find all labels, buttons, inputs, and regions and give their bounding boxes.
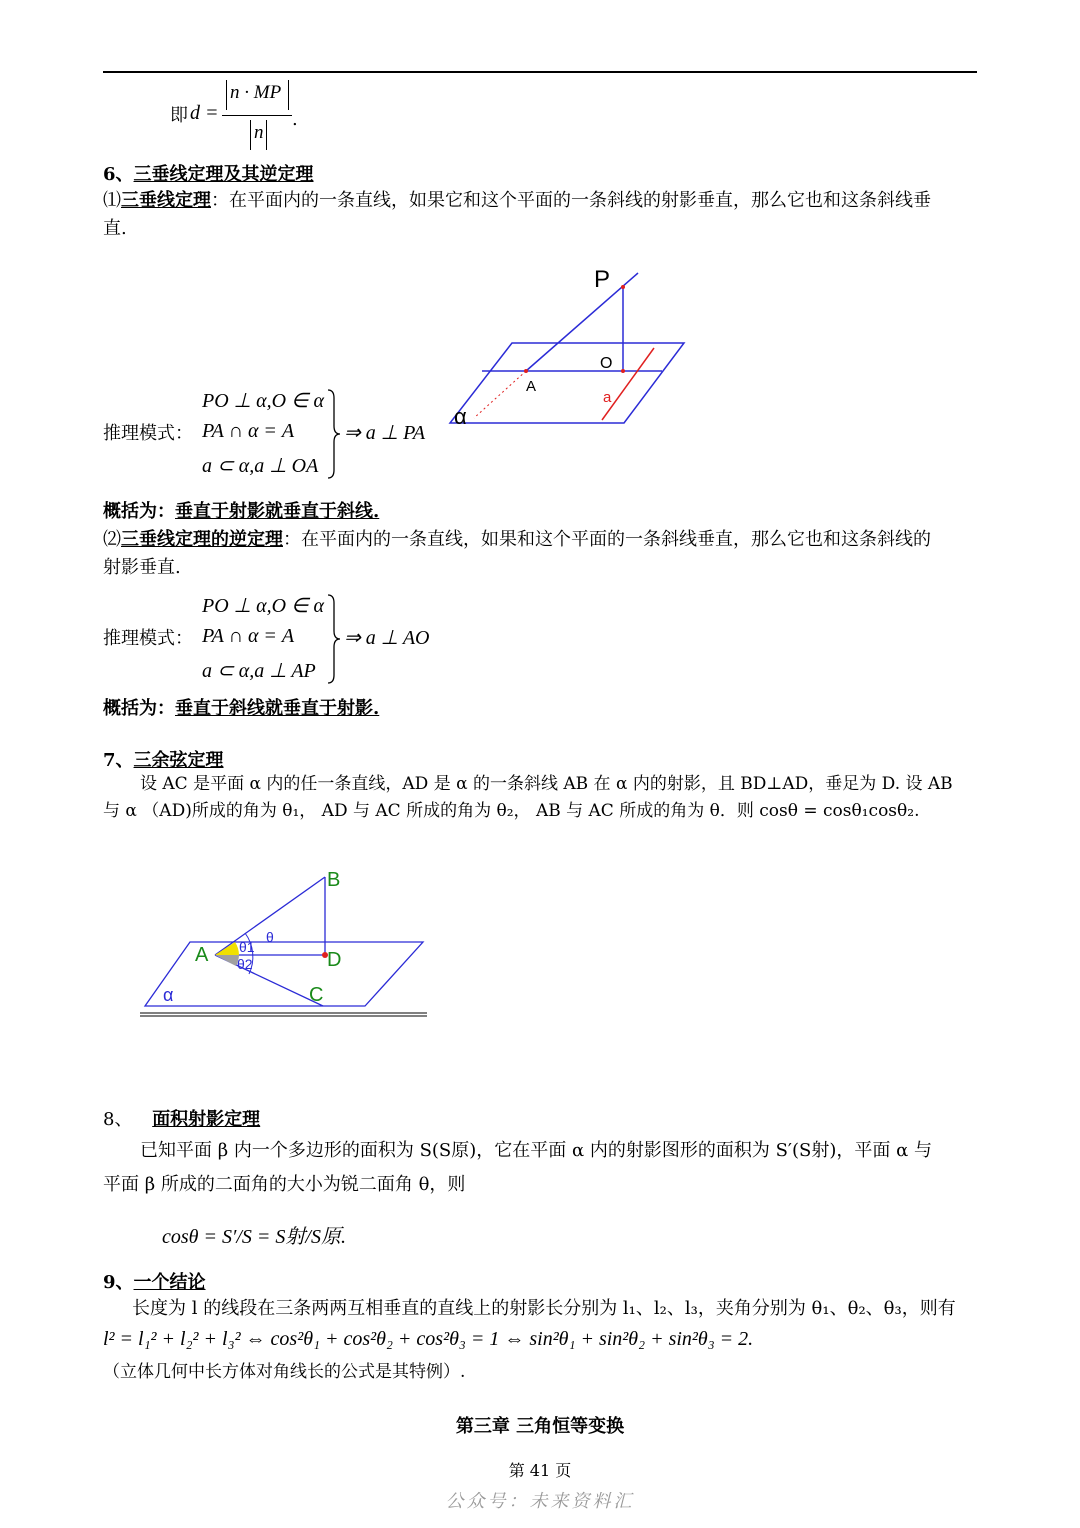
inference1-line3: a ⊂ α,a ⊥ OA	[202, 455, 319, 477]
formula-numerator: n · MP	[230, 82, 282, 103]
section9-line3: （立体几何中长方体对角线长的公式是其特例）.	[103, 1362, 466, 1382]
header-rule	[103, 71, 977, 73]
abs-bar-left-bottom	[250, 120, 251, 150]
formula-denominator: n	[254, 122, 264, 143]
label-A: A	[526, 378, 537, 395]
item1-body: ：在平面内的一条直线，如果它和这个平面的一条斜线的射影垂直，那么它也和这条斜线垂	[211, 190, 931, 211]
point-O-dot	[621, 369, 625, 373]
figure-three-cosines	[135, 860, 435, 1025]
section7-line2: 与 α （AD)所成的角为 θ₁， AD 与 AC 所成的角为 θ₂， AB 与 AC 所成的角为 θ．则 cosθ = cosθ₁cosθ₂.	[103, 801, 920, 821]
label-alpha: α	[454, 404, 467, 429]
label-a: a	[603, 389, 612, 406]
inference2-line1: PO ⊥ α,O ∈ α	[202, 595, 324, 617]
item1-label: ⑴	[103, 190, 121, 211]
label-alpha: α	[163, 985, 174, 1005]
section7-title: 三余弦定理	[133, 750, 224, 771]
page-number: 第 41 页	[508, 1461, 572, 1480]
inference1-brace	[326, 388, 344, 480]
summary2	[103, 695, 379, 723]
inference2-label: 推理模式：	[103, 628, 193, 649]
section6-item2-line1	[103, 526, 931, 554]
section6-item1-line1	[103, 187, 931, 215]
section7-line1: 设 AC 是平面 α 内的任一条直线，AD 是 α 的一条斜线 AB 在 α 内的射影，且 BD⊥AD，垂足为 D. 设 AB	[140, 774, 953, 794]
section8-title: 面积射影定理	[152, 1109, 261, 1130]
section9-title: 一个结论	[133, 1272, 206, 1293]
chapter-title: 第三章 三角恒等变换	[455, 1416, 625, 1437]
section6-heading	[103, 160, 314, 186]
section9-heading	[103, 1268, 206, 1294]
figure-three-perpendiculars	[440, 260, 700, 435]
inference1-label: 推理模式：	[103, 423, 193, 444]
section6-item1-line2: 直.	[103, 218, 127, 239]
item2-label: ⑵	[103, 529, 121, 550]
summary2-text: 垂直于斜线就垂直于射影.	[175, 698, 380, 719]
distance-formula	[170, 78, 330, 156]
section9-line2: l² = l₁² + l₂² + l₃² ⇔ cos²θ₁ + cos²θ₂ + cos²θ₃ = 1 ⇔ sin²θ₁ + sin²θ₂ + sin²θ₃ = 2.	[103, 1328, 754, 1350]
label-B: B	[327, 869, 341, 891]
item1-title: 三垂线定理	[121, 190, 211, 211]
watermark: 公众号：未来资料汇	[445, 1491, 635, 1512]
inference2-line2: PA ∩ α = A	[202, 625, 295, 647]
label-A: A	[195, 944, 209, 966]
plane-alpha	[145, 942, 423, 1006]
formula-prefix: 即	[170, 105, 188, 126]
inference2-result: ⇒ a ⊥ AO	[344, 627, 430, 649]
dotted-extension	[474, 371, 526, 418]
section8-number: 8、	[103, 1109, 133, 1130]
inference1-line2: PA ∩ α = A	[202, 420, 295, 442]
point-P-dot	[621, 285, 625, 289]
label-P: P	[594, 266, 611, 293]
section6-title: 三垂线定理及其逆定理	[133, 164, 314, 185]
section6-item2-line2: 射影垂直.	[103, 557, 181, 578]
inference1-line1: PO ⊥ α,O ∈ α	[202, 390, 324, 412]
section8-formula: cosθ = S′/S = S射/S原.	[162, 1226, 346, 1248]
summary1-prefix: 概括为：	[103, 501, 175, 522]
label-O: O	[600, 355, 613, 372]
summary2-prefix: 概括为：	[103, 698, 175, 719]
section8-heading	[103, 1106, 260, 1134]
section9-number: 9、	[103, 1272, 134, 1293]
inference2-brace	[326, 593, 344, 685]
section7-number: 7、	[103, 750, 134, 771]
formula-lhs: d =	[190, 102, 219, 124]
formula-period: .	[292, 109, 298, 130]
point-A-dot	[524, 369, 528, 373]
fraction-bar	[222, 115, 292, 116]
section9-line1: 长度为 l 的线段在三条两两互相垂直的直线上的射影长分别为 l₁、l₂、l₃，夹角分别为 θ₁、θ₂、θ₃，则有	[132, 1298, 956, 1319]
angle-theta1	[215, 942, 239, 955]
section8-line1: 已知平面 β 内一个多边形的面积为 S(S原)，它在平面 α 内的射影图形的面积为 S′(S射)，平面 α 与	[140, 1140, 932, 1161]
label-D: D	[327, 949, 342, 971]
abs-bar-right-bottom	[266, 120, 267, 150]
label-theta1: θ1	[239, 939, 255, 955]
section7-heading	[103, 746, 224, 772]
label-theta2: θ2	[237, 956, 253, 972]
item2-title: 三垂线定理的逆定理	[121, 529, 283, 550]
section6-number: 6、	[103, 164, 134, 185]
item2-body: ：在平面内的一条直线，如果和这个平面的一条斜线垂直，那么它也和这条斜线的	[283, 529, 931, 550]
label-theta: θ	[266, 929, 274, 945]
summary1	[103, 498, 379, 526]
angle-theta2	[215, 955, 239, 966]
label-C: C	[309, 984, 324, 1006]
summary1-text: 垂直于射影就垂直于斜线.	[175, 501, 380, 522]
abs-bar-left-top	[226, 80, 227, 110]
inference2-line3: a ⊂ α,a ⊥ AP	[202, 660, 316, 682]
abs-bar-right-top	[288, 80, 289, 110]
inference1-result: ⇒ a ⊥ PA	[344, 422, 426, 444]
section8-line2: 平面 β 所成的二面角的大小为锐二面角 θ，则	[103, 1174, 466, 1195]
